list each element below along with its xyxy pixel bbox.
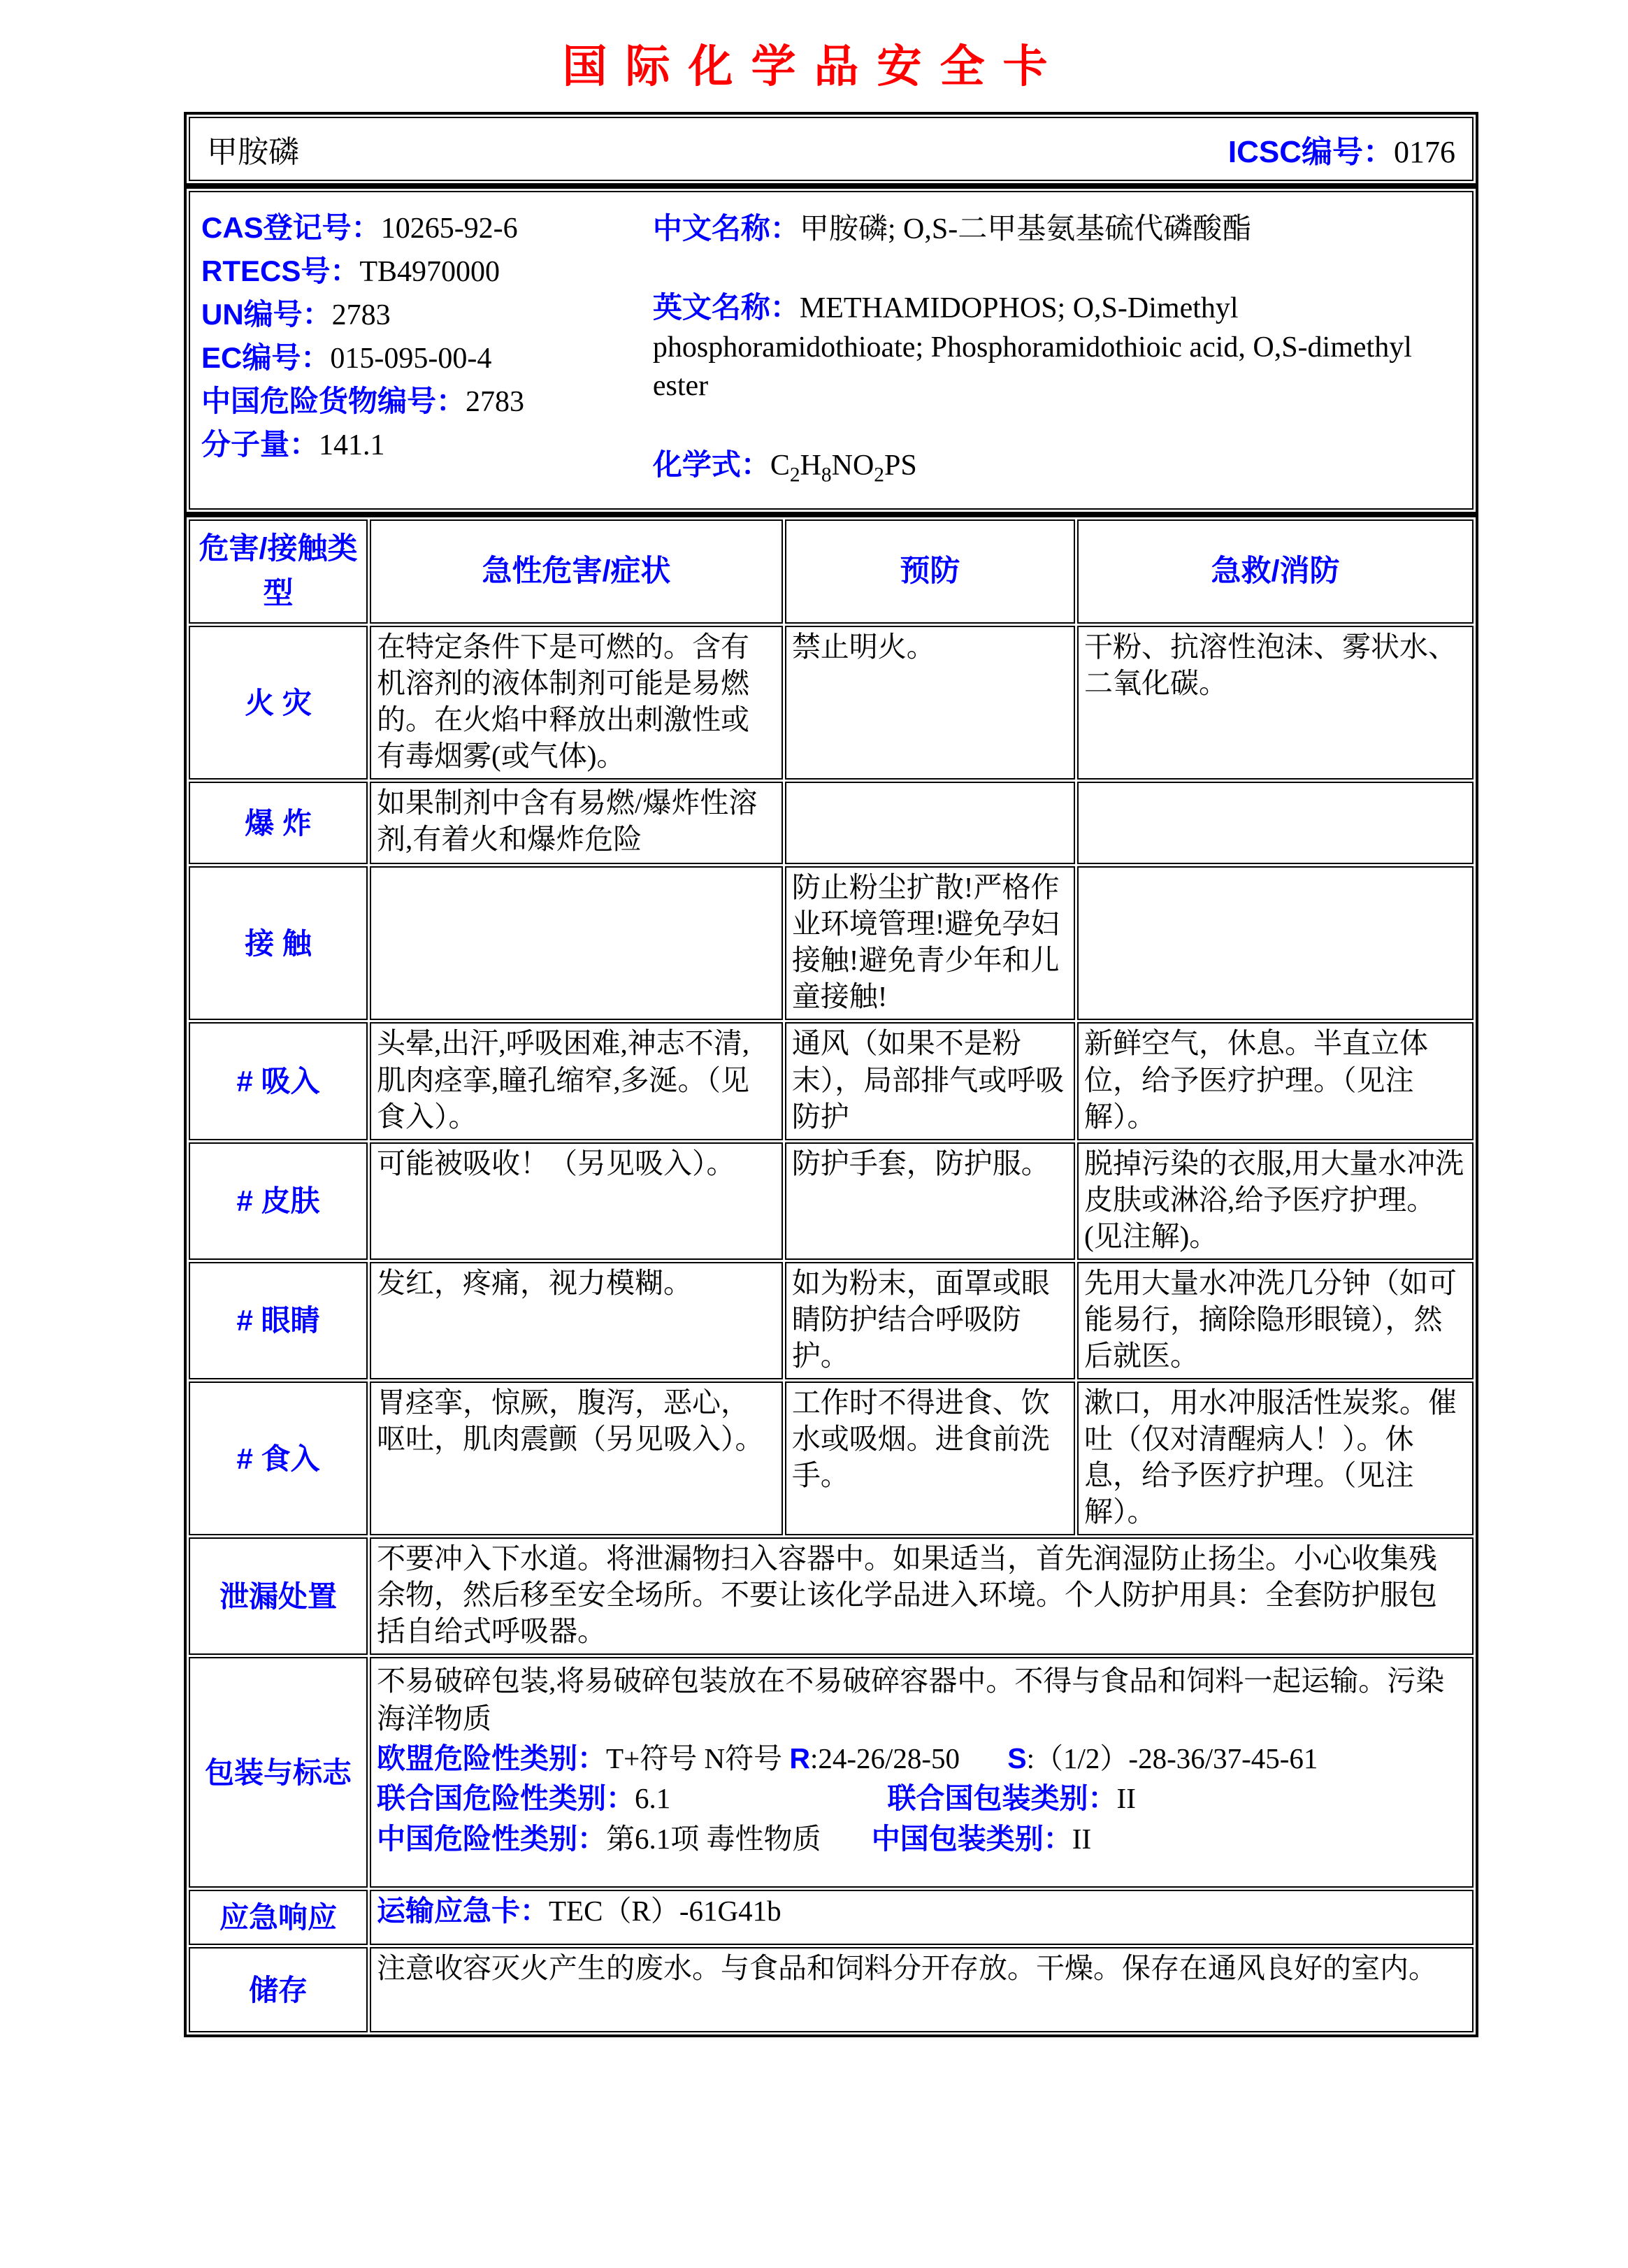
un-pack-value: II: [1116, 1782, 1136, 1815]
english-name-value: METHAMIDOPHOS; O,S-Dimethyl phosphoramidothioate; Phosphoramidothioic acid, O,S-dimethyl ester: [652, 292, 1412, 403]
row-emergency: [189, 1890, 1474, 1945]
un-class-label: 联合国危险性类别：: [377, 1782, 635, 1815]
un-pack-label: 联合国包装类别：: [887, 1782, 1117, 1815]
fire-prevention: 禁止明火。: [785, 626, 1075, 780]
s-phrases-value: :（1/2）-28-36/37-45-61: [1026, 1742, 1318, 1775]
cn-class-value: 第6.1项 毒性物质: [606, 1822, 821, 1855]
rtecs-label: RTECS号：: [201, 254, 360, 288]
info-row-un: [201, 298, 653, 332]
row-skin: [189, 1142, 1474, 1260]
icsc-number-label: ICSC编号：: [1227, 135, 1394, 169]
safety-card: [184, 112, 1478, 2037]
emergency-label: 应急响应: [189, 1890, 368, 1945]
contact-firstaid: [1077, 866, 1474, 1020]
skin-prevention: 防护手套，防护服。: [785, 1142, 1075, 1260]
row-contact: [189, 866, 1474, 1020]
row-eyes: [189, 1262, 1474, 1379]
chinese-name-value: 甲胺磷; O,S-二甲基氨基硫代磷酸酯: [799, 213, 1252, 245]
eyes-prevention: 如为粉末，面罩或眼睛防护结合呼吸防护。: [785, 1262, 1075, 1379]
eyes-label: # 眼睛: [189, 1262, 368, 1379]
chinese-name-label: 中文名称：: [652, 212, 800, 245]
cn-pack-label: 中国包装类别：: [871, 1822, 1072, 1855]
s-phrases-label: S: [1007, 1742, 1027, 1775]
icsc-number-group: [1228, 127, 1455, 171]
cn-pack-value: II: [1072, 1822, 1092, 1855]
row-storage: [189, 1947, 1474, 2032]
cas-value: 10265-92-6: [380, 213, 518, 245]
col-header-symptoms: 急性危害/症状: [370, 519, 783, 624]
skin-label: # 皮肤: [189, 1142, 368, 1260]
packaging-label: 包装与标志: [189, 1657, 368, 1888]
explosion-label: 爆 炸: [189, 782, 368, 864]
hazard-header-row: [189, 519, 1474, 624]
molweight-value: 141.1: [319, 429, 385, 462]
packaging-cell: [370, 1657, 1474, 1888]
un-class-value: 6.1: [635, 1782, 671, 1815]
eu-class-symbols: T+符号 N符号: [606, 1742, 783, 1775]
transport-card-label: 运输应急卡：: [377, 1895, 549, 1928]
spill-text: 不要冲入下水道。将泄漏物扫入容器中。如果适当，首先润湿防止扬尘。小心收集残余物，然后移至安全场所。不要让该化学品进入环境。个人防护用具：全套防护服包括自给式呼吸器。: [370, 1537, 1474, 1655]
transport-card-value: TEC（R）-61G41b: [549, 1895, 781, 1928]
fire-firstaid: 干粉、抗溶性泡沫、雾状水、二氧化碳。: [1077, 626, 1474, 780]
chinese-name-row: [653, 209, 1455, 249]
emergency-cell: [370, 1890, 1474, 1945]
english-name-row: [653, 288, 1455, 405]
info-row-china-dg: [201, 385, 653, 419]
row-fire: [189, 626, 1474, 780]
info-box: [184, 186, 1478, 515]
storage-text: 注意收容灭火产生的废水。与食品和饲料分开存放。干燥。保存在通风良好的室内。: [370, 1947, 1474, 2032]
info-row-rtecs: [201, 254, 653, 289]
contact-symptoms: [370, 866, 783, 1020]
explosion-symptoms: 如果制剂中含有易燃/爆炸性溶剂,有着火和爆炸危险: [370, 782, 783, 864]
ingestion-label: # 食入: [189, 1381, 368, 1535]
un-label: UN编号：: [201, 298, 332, 331]
eu-class-label: 欧盟危险性类别：: [377, 1742, 607, 1775]
ec-label: EC编号：: [201, 341, 331, 375]
icsc-number-value: 0176: [1394, 135, 1455, 169]
packaging-intro: 不易破碎包装,将易破碎包装放在不易破碎容器中。不得与食品和饲料一起运输。污染海洋物质: [377, 1665, 1445, 1735]
col-header-firstaid: 急救/消防: [1077, 519, 1474, 624]
fire-symptoms: 在特定条件下是可燃的。含有机溶剂的液体制剂可能是易燃的。在火焰中释放出刺激性或有毒烟雾(或气体)。: [370, 626, 783, 780]
row-explosion: [189, 782, 1474, 864]
r-phrases-value: :24-26/28-50: [809, 1742, 960, 1775]
molweight-label: 分子量：: [201, 428, 319, 461]
english-name-label: 英文名称：: [652, 291, 800, 324]
row-packaging: [189, 1657, 1474, 1888]
ingestion-prevention: 工作时不得进食、饮水或吸烟。进食前洗手。: [785, 1381, 1075, 1535]
packaging-eu-line: [377, 1740, 1465, 1777]
skin-symptoms: 可能被吸收！（另见吸入）。: [370, 1142, 783, 1260]
ec-value: 015-095-00-4: [330, 343, 492, 375]
rtecs-value: TB4970000: [359, 256, 500, 289]
fire-label: 火 灾: [189, 626, 368, 780]
cn-class-label: 中国危险性类别：: [377, 1822, 607, 1855]
storage-label: 储存: [189, 1947, 368, 2032]
packaging-cn-line: [377, 1821, 1465, 1858]
info-row-cas: [201, 211, 653, 245]
china-dg-label: 中国危险货物编号：: [201, 385, 466, 418]
formula-row: [653, 445, 1455, 489]
row-ingestion: [189, 1381, 1474, 1535]
china-dg-value: 2783: [466, 386, 525, 419]
info-row-ec: [201, 341, 653, 375]
header-cell: [189, 117, 1474, 181]
r-phrases-label: R: [789, 1742, 810, 1775]
col-header-hazard-type: 危害/接触类型: [189, 519, 368, 624]
formula-label: 化学式：: [652, 447, 770, 481]
info-name-column: [653, 202, 1465, 496]
inhalation-firstaid: 新鲜空气，休息。半直立体位，给予医疗护理。（见注解）。: [1077, 1022, 1474, 1140]
cas-label: CAS登记号：: [201, 211, 381, 244]
col-header-prevention: 预防: [785, 519, 1075, 624]
contact-prevention: 防止粉尘扩散!严格作业环境管理!避免孕妇接触!避免青少年和儿童接触!: [785, 866, 1075, 1020]
chemical-name: 甲胺磷: [207, 135, 299, 169]
eyes-firstaid: 先用大量水冲洗几分钟（如可能易行，摘除隐形眼镜），然后就医。: [1077, 1262, 1474, 1379]
info-id-column: [201, 202, 653, 496]
explosion-prevention: [785, 782, 1075, 864]
row-inhalation: [189, 1022, 1474, 1140]
inhalation-label: # 吸入: [189, 1022, 368, 1140]
packaging-un-line: [377, 1780, 1465, 1817]
skin-firstaid: 脱掉污染的衣服,用大量水冲洗皮肤或淋浴,给予医疗护理。(见注解)。: [1077, 1142, 1474, 1260]
eyes-symptoms: 发红，疼痛，视力模糊。: [370, 1262, 783, 1379]
hazard-table: [184, 515, 1478, 2038]
contact-label: 接 触: [189, 866, 368, 1020]
row-spill: [189, 1537, 1474, 1655]
ingestion-symptoms: 胃痉挛，惊厥，腹泻，恶心，呕吐，肌肉震颤（另见吸入）。: [370, 1381, 783, 1535]
inhalation-symptoms: 头晕,出汗,呼吸困难,神志不清,肌肉痉挛,瞳孔缩窄,多涎。（见食入）。: [370, 1022, 783, 1140]
un-value: 2783: [331, 299, 391, 332]
header-box: [184, 112, 1478, 186]
inhalation-prevention: 通风（如果不是粉末），局部排气或呼吸防护: [785, 1022, 1075, 1140]
formula-value: $C_2H_8NO_2PS$: [770, 449, 917, 487]
info-cell: [189, 191, 1474, 510]
ingestion-firstaid: 漱口，用水冲服活性炭浆。催吐（仅对清醒病人！）。休息，给予医疗护理。（见注解）。: [1077, 1381, 1474, 1535]
explosion-firstaid: [1077, 782, 1474, 864]
info-row-molweight: [201, 428, 653, 462]
spill-label: 泄漏处置: [189, 1537, 368, 1655]
page-title: 国际化学品安全卡: [562, 42, 1066, 92]
